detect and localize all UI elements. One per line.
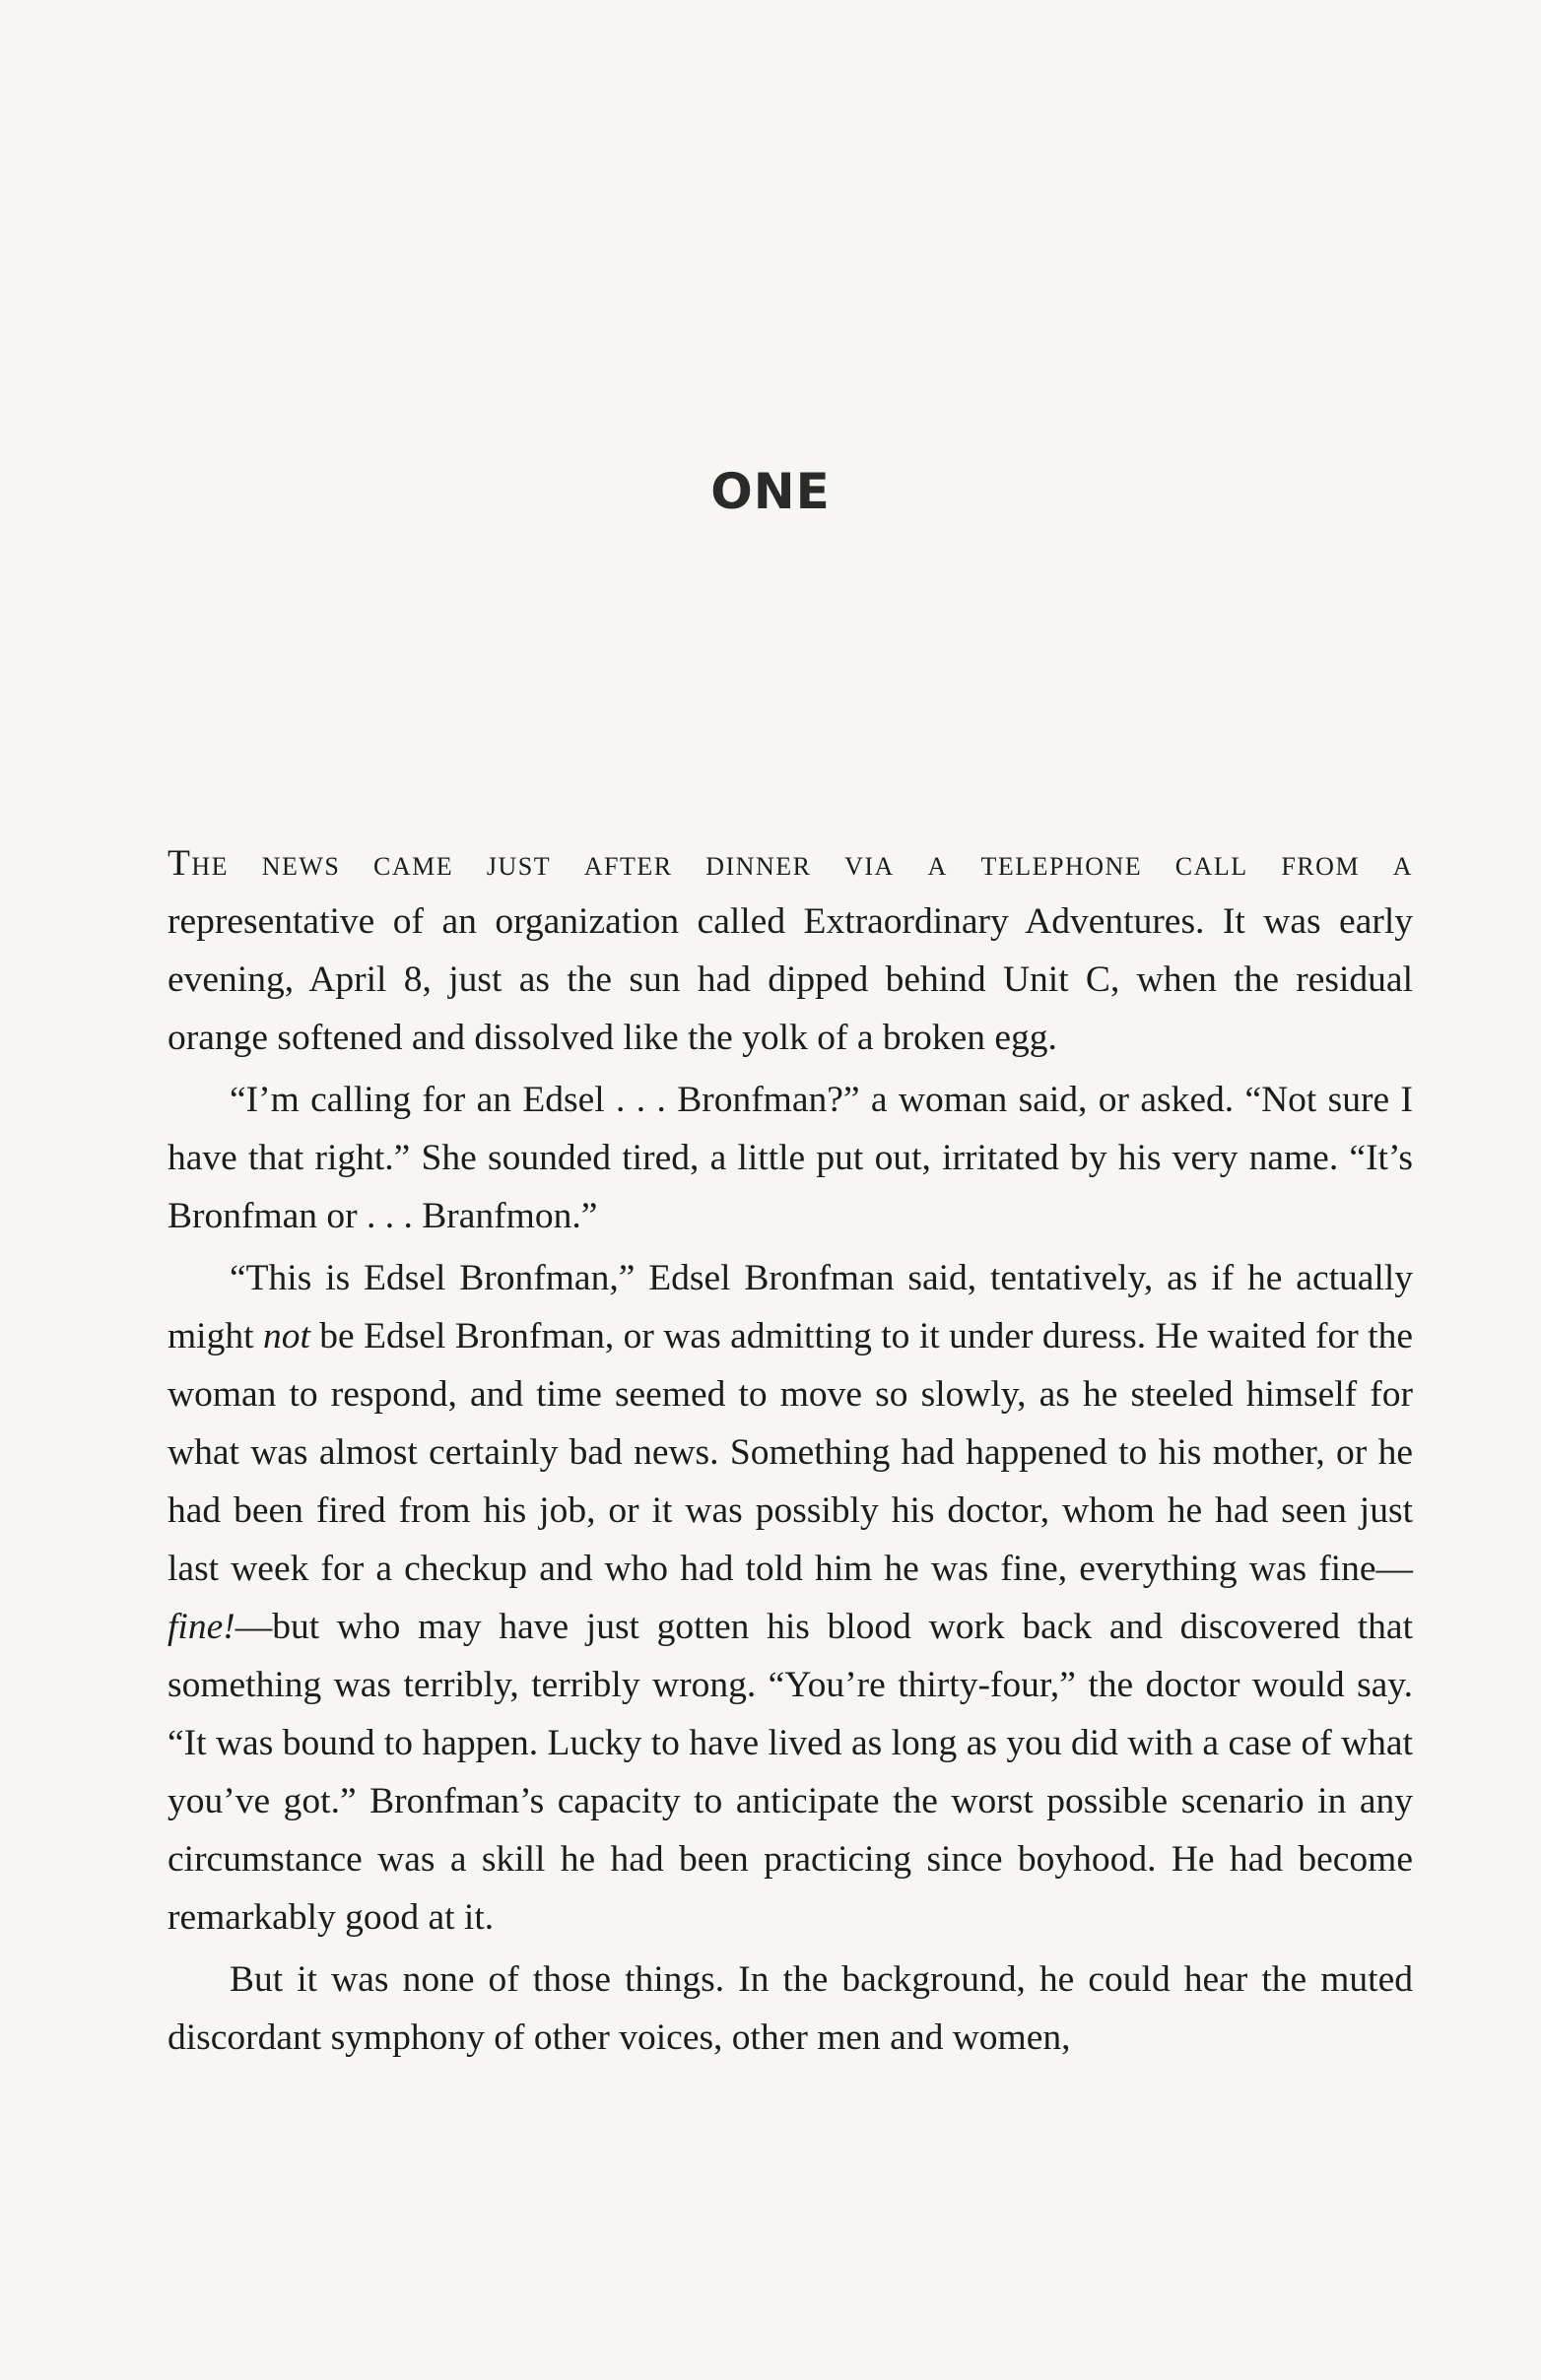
paragraph-1 xyxy=(168,834,1413,1067)
paragraph-3-part-b: be Edsel Bronfman, or was admitting to it under duress. He waited for the woman to respond, and time seemed to move so slowly, as he steeled himself for what was almost certainly bad news. Something had happened to his mother, or he had been fired from his job, or it was possibly his doctor, whom he had seen just last week for a checkup and who had told him he was fine, everything was fine— xyxy=(168,1316,1413,1589)
paragraph-3-part-c: —but who may have just gotten his blood work back and discovered that something was terribly, terribly wrong. “You’re thirty-four,” the doctor would say. “It was bound to happen. Lucky to have lived as long as you did with a case of what you’ve got.” Bronfman’s capacity to anticipate the worst possible scenario in any circumstance was a skill he had been practicing since boyhood. He had become remarkably good at it. xyxy=(168,1607,1413,1938)
emphasis-not: not xyxy=(262,1316,310,1356)
paragraph-4: But it was none of those things. In the background, he could hear the muted discordant symphony of other voices, other men and women, xyxy=(168,1959,1413,2058)
emphasis-fine: fine! xyxy=(168,1607,235,1647)
opening-small-caps-line: The news came just after dinner via a telephone call from a xyxy=(168,843,1413,884)
chapter-title: ONE xyxy=(710,463,831,520)
paragraph-2: “I’m calling for an Edsel . . . Bronfman?” a woman said, or asked. “Not sure I have that right.” She sounded tired, a little put out, irritated by his very name. “It’s Bronfman or . . . Branfmon.” xyxy=(168,1080,1413,1236)
paragraph-3-part-a: “This is Edsel Bronfman,” Edsel Bronfman said, tentatively, as if he actually might xyxy=(168,1258,1413,1356)
paragraph-3 xyxy=(168,1249,1413,1947)
paragraph-1-text: representative of an organization called Extraordinary Adventures. It was early evening, April 8, just as the sun had dipped behind Unit C, when the residual orange softened and dissolved like the yolk of a broken egg. xyxy=(168,901,1413,1058)
chapter-body xyxy=(168,834,1413,2067)
